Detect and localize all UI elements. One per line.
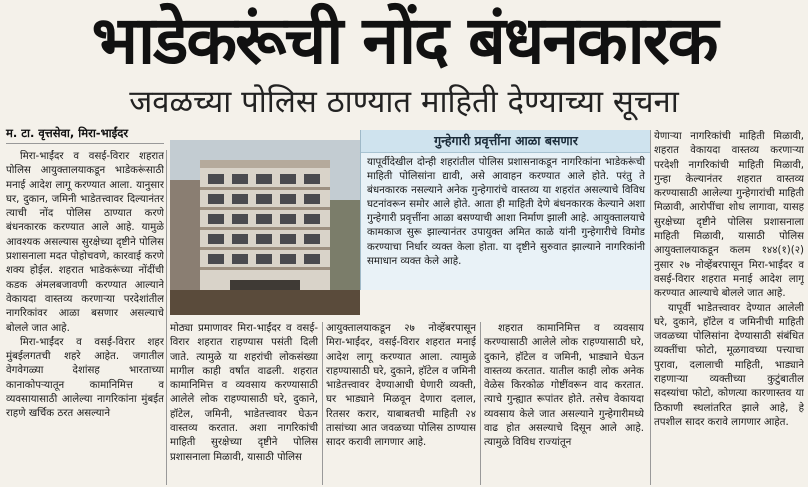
article-column-5 bbox=[654, 130, 804, 485]
side-story-box bbox=[360, 130, 651, 290]
byline-rule bbox=[6, 143, 164, 144]
column-divider bbox=[166, 150, 167, 485]
column-2-text: मोठ्या प्रमाणावर मिरा-भाईंदर व वसई-विरार शहरात राहण्यास पसंती दिली जाते. त्यामुळे या शहरांची लोकसंख्या मागील काही वर्षांत वाढली. शहरात कामानिमित्त व व्यवसाय करण्यासाठी आलेले लोक राहण्यासाठी घरे, दुकाने, हॉटेल, जमिनी, भाडेतत्त्वावर घेऊन वास्तव्य करतात. अशा नागरिकांची माहिती सुरक्षेच्या दृष्टीने पोलिस प्रशासनाला मिळावी, यासाठी पोलिस bbox=[170, 323, 318, 463]
byline: म. टा. वृत्तसेवा, मिरा-भाईंदर bbox=[6, 126, 129, 140]
article-column-2 bbox=[170, 322, 318, 485]
column-1-paragraph-1: मिरा-भाईंदर व वसई-विरार शहरात पोलिस आयुक्तालयाकडून भाडेकरूंसाठी मनाई आदेश लागू करण्यात आला. यानुसार घर, दुकान, जमिनी भाडेतत्त्वावर दिल्यानंतर त्याची नोंद पोलिस ठाण्यात करणे बंधनकारक करण्यात आले आहे. यामुळे आवश्यक असल्यास सुरक्षेच्या दृष्टीने पोलिस प्रशासनाला मदत पोहोचवणे, कारवाई करणे शक्य होईल. शहरात भाडेकरूंच्या नोंदींची कडक अंमलबजावणी करण्यात आल्याने वेकायदा वास्तव्य करणाऱ्या परदेशांतील नागरिकांवर आळा बसणार असल्याचे बोलले जात आहे. bbox=[6, 151, 164, 334]
article-column-3 bbox=[326, 322, 476, 485]
headline: भाडेकरूंची नोंद बंधनकारक bbox=[91, 2, 717, 79]
side-story-title: गुन्हेगारी प्रवृत्तींना आळा बसणार bbox=[361, 130, 651, 153]
side-story-text: यापूर्वीदेखील दोन्ही शहरांतील पोलिस प्रशासनाकडून नागरिकांना भाडेकरूंची माहिती पोलिसांना द्यावी, असे आवाहन करण्यात आले होते. परंतु ते बंधनकारक नसल्याने अनेक गुन्हेगारांचे वास्तव्य या शहरांत असल्याचे विविध घटनांवरून समोर आले होते. आता ही माहिती देणे बंधनकारक केल्याने अशा गुन्हेगारी प्रवृत्तींना आळा बसण्याची आशा निर्माण झाली आहे. आयुक्तालयाचे कामकाज सुरू झाल्यानंतर उपायुक्त अमित काळे यांनी गुन्हेगारीचे विमोड करण्याचा निर्धार व्यक्त केला होता. या दृष्टीने सुरुवात झाल्याने नागरिकांनी समाधान व्यक्त केले आहे. bbox=[367, 157, 645, 267]
article-column-4 bbox=[484, 322, 644, 485]
column-divider bbox=[650, 130, 651, 485]
column-3-text: आयुक्तालयाकडून २७ नोव्हेंबरपासून मिरा-भाईंदर, वसई-विरार शहरात मनाई आदेश लागू करण्यात आला. त्यामुळे राहण्यासाठी घरे, दुकाने, हॉटेल व जमिनी भाडेतत्त्वावर देण्याआधी घेणारी व्यक्ती, घर भाड्याने मिळवून देणारा दलाल, रितसर करार, याबाबतची माहिती २४ तासांच्या आत जवळच्या पोलिस ठाण्यास सादर करावी लागणार आहे. bbox=[326, 323, 476, 449]
column-1-paragraph-2: मिरा-भाईंदर व वसई-विरार शहर मुंबईलगतची शहरे आहेत. जगातील वेगवेगळ्या देशांसह भारताच्या कानाकोपऱ्यातून कामानिमित्त व व्यवसायासाठी आलेल्या नागरिकांना मुंबईत राहणे खर्चिक ठरत असल्याने bbox=[6, 336, 164, 420]
column-5-paragraph-1: येणाऱ्या नागरिकांची माहिती मिळावी, शहरात वेकायदा वास्तव्य करणाऱ्या परदेशी नागरिकांची माहिती मिळावी, गुन्हा केल्यानंतर शहरात वास्तव्य करण्यासाठी आलेल्या गुन्हेगारांची माहिती मिळावी, आरोपींचा शोध लागावा, यासह सुरक्षेच्या दृष्टीने पोलिस प्रशासनाला माहिती मिळावी, यासाठी पोलिस आयुक्तालयाकडून कलम १४४(१)(२) नुसार २७ नोव्हेंबरपासून मिरा-भाईंदर व वसई-विरार शहरात मनाई आदेश लागू करण्यात आल्याचे बोलले जात आहे. bbox=[654, 131, 804, 300]
subheadline: जवळच्या पोलिस ठाण्यात माहिती देण्याच्या सूचना bbox=[129, 84, 679, 120]
column-4-text: शहरात कामानिमित्त व व्यवसाय करण्यासाठी आलेले लोक राहण्यासाठी घरे, दुकाने, हॉटेल व जमिनी, भाड्याने घेऊन वास्तव्य करतात. यातील काही लोक अनेक वेळेस किरकोळ गोष्टींवरून वाद करतात. त्याचे गुन्ह्यात रूपांतर होते. तसेच वेकायदा व्यवसाय केले जात असल्याने गुन्हेगारीमध्ये वाढ होत असल्याचे दिसून आले आहे. त्यामुळे विविध राज्यांतून bbox=[484, 323, 644, 449]
building-photo bbox=[170, 140, 360, 315]
apartment-building-icon bbox=[170, 140, 360, 315]
column-divider bbox=[480, 322, 481, 485]
column-5-paragraph-2: यापूर्वी भाडेतत्त्वावर देण्यात आलेली घरे, दुकाने, हॉटेल व जमिनीची माहिती जवळच्या पोलिसांना देण्यासाठी संबंधित व्यक्तींचा फोटो, मूळगावच्या पत्त्याचा पुरावा, दलालाची माहिती, भाड्याने राहणाऱ्या व्यक्तीच्या कुटुंबातील सदस्यांचा फोटो, कोणत्या कारणास्तव या ठिकाणी स्थलांतरित झाले आहे, हे तपशील सादर करावे लागणार आहेत. bbox=[654, 302, 804, 428]
column-divider bbox=[322, 322, 323, 485]
article-column-1 bbox=[6, 150, 164, 485]
